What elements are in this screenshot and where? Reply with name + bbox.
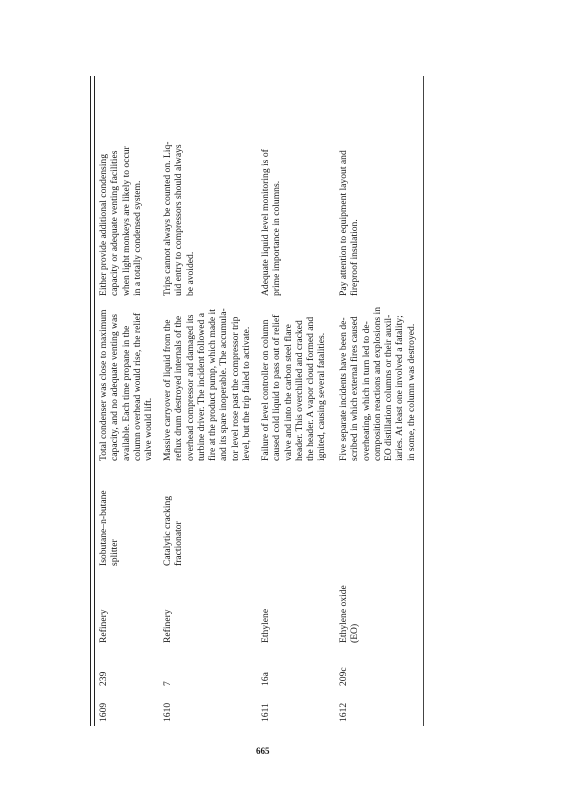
text-line: Pay attention to equipment layout and xyxy=(338,150,349,296)
lesson-learned xyxy=(162,142,196,296)
text-line: splitter xyxy=(109,539,121,566)
text-line: overheating, which in turn led to de- xyxy=(360,321,372,461)
text-line: valve would lift. xyxy=(143,397,155,461)
text-line: Failure of level controller on column xyxy=(260,319,271,461)
incident-description xyxy=(162,308,252,461)
case-number: 1612 xyxy=(338,702,349,722)
plant-type xyxy=(338,585,361,643)
text-line: tor level rose past the compressor trip xyxy=(229,316,241,461)
text-line: and its spare inoperable. The accumula- xyxy=(218,308,230,461)
incident-description xyxy=(338,307,417,461)
text-line: fractionator xyxy=(173,521,185,566)
text-line: level, but the trip failed to activate. xyxy=(241,326,253,461)
text-line: prime importance in columns. xyxy=(271,180,283,296)
text-line: caused cold liquid to pass out of relief xyxy=(271,314,283,461)
text-line: capacity, and no adequate venting was xyxy=(109,314,121,461)
text-line: valve and into the carbon steel flare xyxy=(282,324,294,461)
text-line: composition reactions and explosions in xyxy=(371,306,383,461)
case-number: 1611 xyxy=(260,703,271,722)
text-line: column overhead would rise, the relief xyxy=(131,312,143,461)
plant-type: Ethylene xyxy=(260,608,271,643)
reference-number: 239 xyxy=(98,671,109,686)
text-line: be avoided. xyxy=(184,251,196,296)
text-line: ignited, causing several fatalities. xyxy=(316,332,328,461)
page-number: 665 xyxy=(256,746,270,756)
text-line: header. This overchilled and cracked xyxy=(293,320,305,461)
text-line: scribed in which external fires caused xyxy=(349,316,361,461)
plant-type: Refinery xyxy=(162,609,173,643)
text-line: Catalytic cracking xyxy=(162,495,173,566)
text-line: uid entry to compressors should always xyxy=(173,144,185,296)
text-line: Five separate incidents have been de- xyxy=(338,317,349,461)
unit-description xyxy=(162,496,185,566)
text-line: Total condenser was close to maximum xyxy=(98,309,109,461)
text-line: in some, the column was destroyed. xyxy=(405,323,417,461)
text-line: EO distillation columns or their auxil- xyxy=(383,314,395,461)
case-number: 1610 xyxy=(162,702,173,722)
text-line: (EO) xyxy=(349,623,361,643)
text-line: Either provide additional condensing xyxy=(98,153,109,296)
text-line: fire at the product pump, which made it xyxy=(207,309,219,461)
unit-description xyxy=(98,490,121,566)
reference-number: 209c xyxy=(338,667,349,686)
lesson-learned xyxy=(338,150,361,296)
incident-description xyxy=(98,310,154,461)
text-line: Trips cannot always be counted on. Liq- xyxy=(162,141,173,296)
reference-number: 7 xyxy=(162,681,173,686)
case-number: 1609 xyxy=(98,702,109,722)
lesson-learned xyxy=(98,146,143,296)
text-line: turbine driver. The incident followed a xyxy=(195,313,207,461)
text-line: Isobutane–n-butane xyxy=(98,490,109,566)
text-line: iaries. At least one involved a fatality; xyxy=(394,315,406,461)
plant-type: Refinery xyxy=(98,609,109,643)
text-line: capacity or adequate venting facilities xyxy=(109,150,121,296)
table-bottom-rule xyxy=(423,76,424,726)
rotated-table-page xyxy=(90,76,430,726)
text-line: Massive carryover of liquid from the xyxy=(162,319,173,461)
text-line: overhead compressor and damaged its xyxy=(184,314,196,461)
lesson-learned xyxy=(260,149,283,296)
incident-description xyxy=(260,315,328,461)
table-header-rule xyxy=(94,76,95,726)
text-line: in a totally condensed system. xyxy=(131,180,143,296)
text-line: Adequate liquid level monitoring is of xyxy=(260,149,271,296)
text-line: the header. A vapor cloud formed and xyxy=(305,316,317,461)
text-line: available. Each time propane in the xyxy=(120,325,132,461)
text-line: reflux drum destroyed internals of the xyxy=(173,315,185,461)
text-line: when light monkeys are likely to occur xyxy=(120,146,132,296)
text-line: Ethylene oxide xyxy=(338,585,349,643)
reference-number: 16a xyxy=(260,672,271,686)
text-line: fireproof insulation. xyxy=(349,219,361,296)
table-top-rule xyxy=(90,76,91,726)
